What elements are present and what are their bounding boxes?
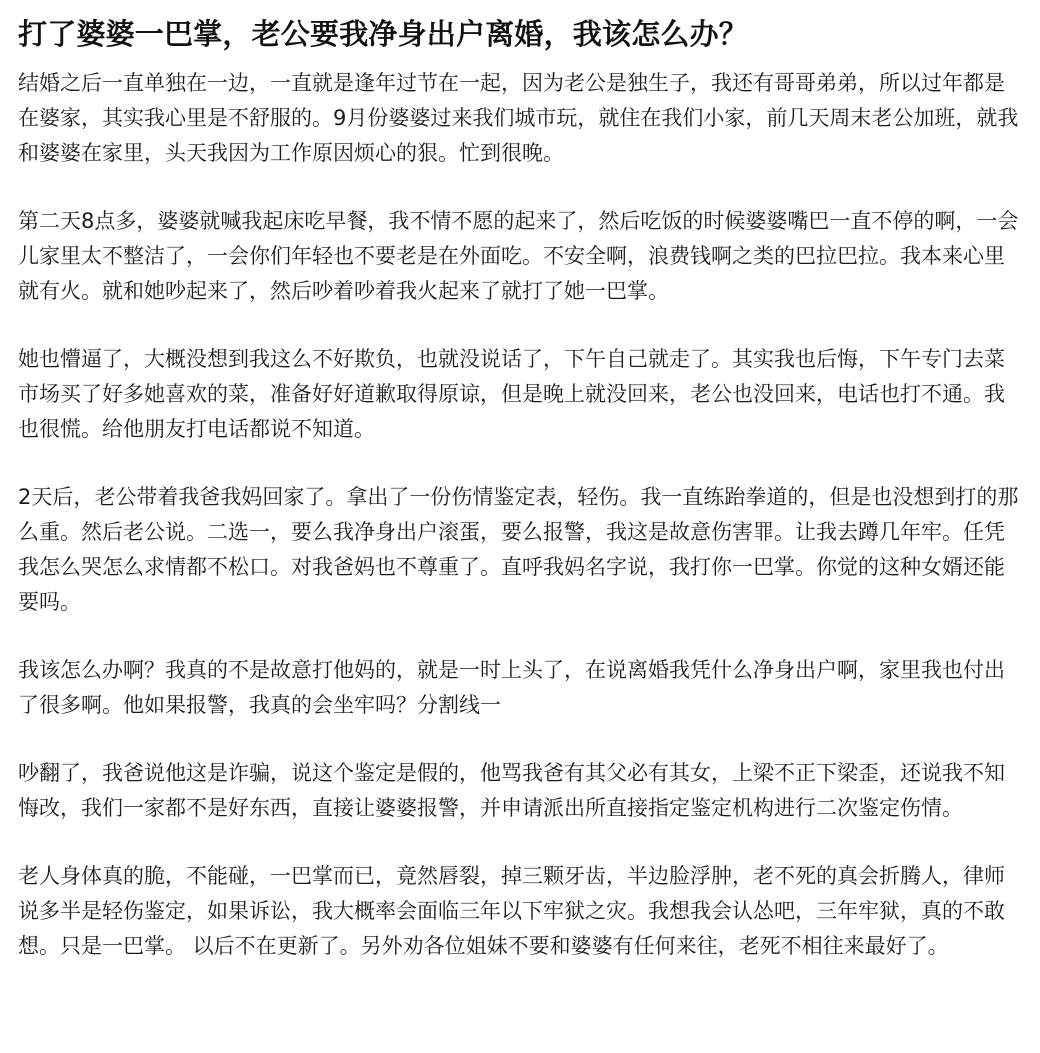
paragraph-4: 2天后，老公带着我爸我妈回家了。拿出了一份伤情鉴定表，轻伤。我一直练跆拳道的，但是也没想到打的那么重。然后老公说。二选一，要么我净身出户滚蛋，要么报警，我这是故意伤害罪。让我去蹲几年牢。任凭我怎么哭怎么求情都不松口。对我爸妈也不尊重了。直呼我妈名字说，我打你一巴掌。你觉的这种女婿还能要吗。 [18, 485, 1019, 614]
paragraph-3: 她也懵逼了，大概没想到我这么不好欺负，也就没说话了，下午自己就走了。其实我也后悔，下午专门去菜市场买了好多她喜欢的菜，准备好好道歉取得原谅，但是晚上就没回来，老公也没回来，电话也打不通。我也很慌。给他朋友打电话都说不知道。 [18, 347, 1005, 441]
paragraph-2: 第二天8点多，婆婆就喊我起床吃早餐，我不情不愿的起来了，然后吃饭的时候婆婆嘴巴一直不停的啊，一会儿家里太不整洁了，一会你们年轻也不要老是在外面吃。不安全啊，浪费钱啊之类的巴拉巴拉。我本来心里就有火。就和她吵起来了，然后吵着吵着我火起来了就打了她一巴掌。 [18, 209, 1019, 303]
article-title: 打了婆婆一巴掌，老公要我净身出户离婚，我该怎么办？ [18, 17, 749, 51]
paragraph-5: 我该怎么办啊？我真的不是故意打他妈的，就是一时上头了，在说离婚我凭什么净身出户啊，家里我也付出了很多啊。他如果报警，我真的会坐牢吗？分割线一 [18, 658, 1005, 717]
paragraph-7: 老人身体真的脆，不能碰，一巴掌而已，竟然唇裂，掉三颗牙齿，半边脸浮肿，老不死的真会折腾人，律师说多半是轻伤鉴定，如果诉讼，我大概率会面临三年以下牢狱之灾。我想我会认怂吧，三年牢狱，真的不敢想。只是一巴掌。 以后不在更新了。另外劝各位姐妹不要和婆婆有任何来往，老死不相往来最好了。 [18, 864, 1005, 958]
paragraph-1: 结婚之后一直单独在一边，一直就是逢年过节在一起，因为老公是独生子，我还有哥哥弟弟，所以过年都是在婆家，其实我心里是不舒服的。9月份婆婆过来我们城市玩，就住在我们小家，前几天周末老公加班，就我和婆婆在家里，头天我因为工作原因烦心的狠。忙到很晚。 [18, 71, 1019, 165]
paragraph-6: 吵翻了，我爸说他这是诈骗，说这个鉴定是假的，他骂我爸有其父必有其女，上梁不正下梁歪，还说我不知悔改，我们一家都不是好东西，直接让婆婆报警，并申请派出所直接指定鉴定机构进行二次鉴定伤情。 [18, 761, 1005, 820]
